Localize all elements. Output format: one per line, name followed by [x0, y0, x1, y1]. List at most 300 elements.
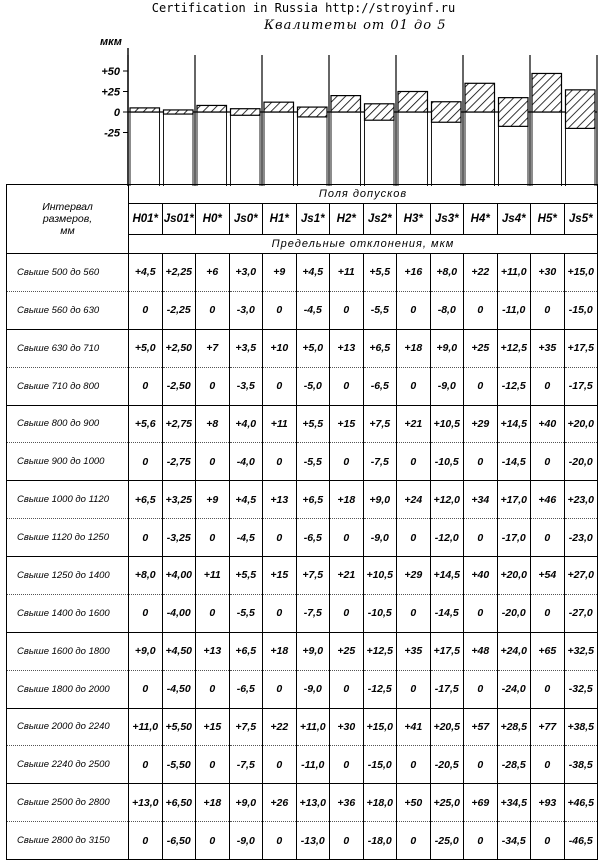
deviation-cell: 0: [129, 519, 163, 557]
interval-cell: Свыше 1250 до 1400: [7, 557, 129, 595]
deviation-cell: +27,0: [564, 557, 598, 595]
table-row: [7, 632, 598, 670]
deviation-cell: 0: [397, 519, 431, 557]
deviation-cell: +15: [196, 708, 230, 746]
deviation-cell: +6,50: [162, 784, 196, 822]
deviation-cell: -28,5: [497, 746, 531, 784]
deviation-cell: +4,0: [229, 405, 263, 443]
deviation-cell: +9: [263, 254, 297, 292]
deviation-cell: 0: [330, 594, 364, 632]
deviation-cell: -32,5: [564, 670, 598, 708]
deviation-cell: +17,5: [564, 329, 598, 367]
deviation-cell: +18: [263, 632, 297, 670]
deviation-cell: -17,5: [430, 670, 464, 708]
deviation-cell: +8,0: [129, 557, 163, 595]
deviation-cell: -5,50: [162, 746, 196, 784]
table-row: [7, 405, 598, 443]
deviation-cell: -17,0: [497, 519, 531, 557]
deviation-cell: +40: [531, 405, 565, 443]
table-row: [7, 481, 598, 519]
tolerance-field-bar: [566, 90, 596, 129]
deviation-cell: +6,5: [363, 329, 397, 367]
deviation-cell: +3,25: [162, 481, 196, 519]
deviation-cell: -15,0: [363, 746, 397, 784]
deviation-cell: +13: [196, 632, 230, 670]
deviation-cell: +11: [196, 557, 230, 595]
deviation-cell: +22: [464, 254, 498, 292]
deviation-cell: +6,5: [229, 632, 263, 670]
column-header: H1*: [263, 204, 297, 235]
deviation-cell: +50: [397, 784, 431, 822]
deviation-cell: -17,5: [564, 367, 598, 405]
deviation-cell: 0: [196, 291, 230, 329]
deviation-cell: 0: [129, 746, 163, 784]
deviation-cell: +46,5: [564, 784, 598, 822]
deviation-cell: 0: [330, 519, 364, 557]
deviation-cell: +5,0: [296, 329, 330, 367]
deviation-cell: +7,5: [229, 708, 263, 746]
deviation-cell: -27,0: [564, 594, 598, 632]
interval-cell: Свыше 2500 до 2800: [7, 784, 129, 822]
column-header: H4*: [464, 204, 498, 235]
deviation-cell: -7,5: [296, 594, 330, 632]
deviation-cell: +30: [330, 708, 364, 746]
deviation-cell: +35: [531, 329, 565, 367]
deviation-cell: -4,00: [162, 594, 196, 632]
deviation-cell: -20,0: [497, 594, 531, 632]
deviation-cell: +10,5: [430, 405, 464, 443]
deviation-cell: 0: [129, 670, 163, 708]
table-row: [7, 670, 598, 708]
deviation-cell: +21: [330, 557, 364, 595]
table-row: [7, 784, 598, 822]
fields-header: Поля допусков: [129, 185, 598, 204]
deviation-cell: -2,50: [162, 367, 196, 405]
deviation-cell: +5,50: [162, 708, 196, 746]
deviation-cell: +38,5: [564, 708, 598, 746]
deviation-cell: 0: [263, 367, 297, 405]
deviation-cell: +15,0: [564, 254, 598, 292]
deviation-cell: -25,0: [430, 822, 464, 860]
deviation-cell: 0: [129, 443, 163, 481]
deviation-cell: 0: [531, 519, 565, 557]
interval-cell: Свыше 1800 до 2000: [7, 670, 129, 708]
interval-header-line-3: мм: [60, 225, 75, 237]
deviation-cell: +12,0: [430, 481, 464, 519]
deviation-cell: 0: [464, 594, 498, 632]
column-header: Js2*: [363, 204, 397, 235]
deviation-cell: 0: [397, 594, 431, 632]
deviation-cell: +15,0: [363, 708, 397, 746]
deviation-cell: +9: [196, 481, 230, 519]
deviation-cell: +57: [464, 708, 498, 746]
deviation-cell: +5,5: [296, 405, 330, 443]
deviation-cell: +7,5: [363, 405, 397, 443]
deviation-cell: +25,0: [430, 784, 464, 822]
interval-header-line-2: размеров,: [42, 213, 93, 225]
table-row: [7, 822, 598, 860]
deviation-cell: -7,5: [229, 746, 263, 784]
deviation-cell: -13,0: [296, 822, 330, 860]
deviation-cell: 0: [196, 822, 230, 860]
tolerance-field-bar: [298, 107, 328, 117]
interval-cell: Свыше 800 до 900: [7, 405, 129, 443]
interval-header-line-1: Интервал: [42, 201, 93, 213]
deviation-cell: +14,5: [497, 405, 531, 443]
deviation-cell: -23,0: [564, 519, 598, 557]
column-header: Js0*: [229, 204, 263, 235]
deviation-cell: +77: [531, 708, 565, 746]
deviation-cell: +15: [330, 405, 364, 443]
deviation-cell: -4,5: [229, 519, 263, 557]
interval-cell: Свыше 1600 до 1800: [7, 632, 129, 670]
deviation-cell: 0: [397, 291, 431, 329]
deviation-cell: +9,0: [296, 632, 330, 670]
deviation-cell: -15,0: [564, 291, 598, 329]
deviation-cell: +11: [330, 254, 364, 292]
deviation-cell: 0: [129, 367, 163, 405]
y-unit-label: мкм: [100, 36, 122, 48]
deviation-cell: 0: [263, 670, 297, 708]
table-row: [7, 443, 598, 481]
deviation-cell: +29: [464, 405, 498, 443]
deviation-cell: 0: [397, 822, 431, 860]
table-body: [7, 254, 598, 860]
interval-cell: Свыше 2800 до 3150: [7, 822, 129, 860]
deviation-cell: -12,5: [497, 367, 531, 405]
y-tick-labels: [101, 48, 128, 186]
deviation-cell: -14,5: [430, 594, 464, 632]
deviation-cell: +13: [330, 329, 364, 367]
deviation-cell: +4,5: [129, 254, 163, 292]
deviation-cell: 0: [397, 670, 431, 708]
interval-cell: Свыше 2240 до 2500: [7, 746, 129, 784]
deviation-cell: +8: [196, 405, 230, 443]
deviation-cell: +41: [397, 708, 431, 746]
column-header: Js01*: [162, 204, 196, 235]
column-header: Js1*: [296, 204, 330, 235]
tolerance-field-bar: [197, 105, 227, 112]
deviation-cell: +28,5: [497, 708, 531, 746]
deviation-cell: 0: [263, 822, 297, 860]
tolerance-field-bar: [398, 92, 428, 113]
deviation-cell: +12,5: [363, 632, 397, 670]
interval-cell: Свыше 560 до 630: [7, 291, 129, 329]
deviation-cell: -6,50: [162, 822, 196, 860]
tolerance-bars: [128, 55, 597, 186]
deviation-cell: -46,5: [564, 822, 598, 860]
table-row: [7, 708, 598, 746]
deviation-cell: +14,5: [430, 557, 464, 595]
deviation-cell: 0: [531, 443, 565, 481]
deviation-cell: +25: [464, 329, 498, 367]
deviation-cell: 0: [531, 291, 565, 329]
deviation-cell: +4,00: [162, 557, 196, 595]
column-header: Js3*: [430, 204, 464, 235]
deviation-cell: 0: [531, 367, 565, 405]
deviation-cell: -12,5: [363, 670, 397, 708]
table-row: [7, 519, 598, 557]
deviation-cell: -10,5: [430, 443, 464, 481]
deviation-cell: +9,0: [363, 481, 397, 519]
deviation-cell: +93: [531, 784, 565, 822]
deviation-cell: +46: [531, 481, 565, 519]
interval-cell: Свыше 1400 до 1600: [7, 594, 129, 632]
tolerance-field-bar: [465, 83, 495, 112]
deviation-cell: +11,0: [129, 708, 163, 746]
deviation-cell: +10: [263, 329, 297, 367]
deviation-cell: 0: [531, 746, 565, 784]
deviation-cell: -9,0: [363, 519, 397, 557]
interval-cell: Свыше 500 до 560: [7, 254, 129, 292]
tolerance-field-bar: [365, 104, 395, 120]
interval-cell: Свыше 1000 до 1120: [7, 481, 129, 519]
tolerance-field-bar: [532, 73, 562, 112]
deviation-cell: +24,0: [497, 632, 531, 670]
deviation-cell: +13: [263, 481, 297, 519]
diagram-title: Квалитеты от 01 до 5: [264, 18, 447, 33]
deviation-cell: -3,0: [229, 291, 263, 329]
deviation-cell: +24: [397, 481, 431, 519]
deviation-cell: +10,5: [363, 557, 397, 595]
deviation-cell: 0: [263, 746, 297, 784]
deviation-cell: +5,0: [129, 329, 163, 367]
tolerance-field-bar: [499, 98, 529, 127]
deviation-cell: +29: [397, 557, 431, 595]
deviation-cell: +23,0: [564, 481, 598, 519]
deviation-cell: -12,0: [430, 519, 464, 557]
deviation-cell: 0: [464, 670, 498, 708]
deviation-cell: +11,0: [296, 708, 330, 746]
tolerance-field-bar: [331, 96, 361, 112]
deviation-cell: 0: [464, 822, 498, 860]
table-row: [7, 367, 598, 405]
deviation-cell: +34,5: [497, 784, 531, 822]
deviation-cell: -11,0: [296, 746, 330, 784]
deviation-cell: -18,0: [363, 822, 397, 860]
deviation-cell: +4,50: [162, 632, 196, 670]
tolerance-field-bar: [432, 102, 462, 123]
column-header: H2*: [330, 204, 364, 235]
deviation-cell: -5,5: [296, 443, 330, 481]
deviation-cell: +22: [263, 708, 297, 746]
tolerance-field-bar: [264, 102, 294, 112]
deviation-cell: 0: [196, 443, 230, 481]
interval-cell: Свыше 710 до 800: [7, 367, 129, 405]
deviation-cell: -20,0: [564, 443, 598, 481]
deviation-cell: +7,5: [296, 557, 330, 595]
deviation-cell: 0: [464, 291, 498, 329]
deviation-cell: -4,5: [296, 291, 330, 329]
deviation-cell: +35: [397, 632, 431, 670]
deviation-cell: 0: [129, 594, 163, 632]
deviation-cell: -9,0: [430, 367, 464, 405]
deviation-cell: 0: [196, 519, 230, 557]
deviation-cell: +18: [330, 481, 364, 519]
deviation-cell: +7: [196, 329, 230, 367]
deviation-cell: -2,75: [162, 443, 196, 481]
deviation-cell: +4,5: [229, 481, 263, 519]
deviation-cell: 0: [263, 443, 297, 481]
deviation-cell: 0: [464, 519, 498, 557]
table-row: [7, 254, 598, 292]
deviation-cell: +11: [263, 405, 297, 443]
deviation-cell: 0: [330, 746, 364, 784]
column-header: H3*: [397, 204, 431, 235]
deviation-cell: 0: [330, 291, 364, 329]
deviation-cell: +20,0: [497, 557, 531, 595]
deviations-header: Предельные отклонения, мкм: [129, 235, 598, 254]
deviation-cell: 0: [330, 443, 364, 481]
deviation-cell: 0: [531, 594, 565, 632]
deviation-cell: +40: [464, 557, 498, 595]
deviation-cell: +5,5: [229, 557, 263, 595]
deviation-cell: 0: [531, 670, 565, 708]
column-header: Js5*: [564, 204, 598, 235]
deviation-cell: +16: [397, 254, 431, 292]
deviation-cell: 0: [397, 367, 431, 405]
deviation-cell: -5,5: [363, 291, 397, 329]
deviation-cell: +6: [196, 254, 230, 292]
interval-cell: Свыше 630 до 710: [7, 329, 129, 367]
deviation-cell: +2,25: [162, 254, 196, 292]
deviation-cell: -10,5: [363, 594, 397, 632]
deviation-cell: +36: [330, 784, 364, 822]
deviation-cell: +20,5: [430, 708, 464, 746]
deviation-cell: -5,0: [296, 367, 330, 405]
deviation-cell: 0: [129, 291, 163, 329]
deviation-cell: +69: [464, 784, 498, 822]
deviation-cell: 0: [196, 746, 230, 784]
deviation-cell: -34,5: [497, 822, 531, 860]
deviation-cell: +9,0: [229, 784, 263, 822]
deviation-cell: 0: [263, 594, 297, 632]
tolerance-table: [6, 184, 598, 860]
deviation-cell: +2,50: [162, 329, 196, 367]
interval-cell: Свыше 2000 до 2240: [7, 708, 129, 746]
deviation-cell: -4,0: [229, 443, 263, 481]
deviation-cell: -3,5: [229, 367, 263, 405]
deviation-cell: -8,0: [430, 291, 464, 329]
deviation-cell: +30: [531, 254, 565, 292]
deviation-cell: +13,0: [296, 784, 330, 822]
deviation-cell: -2,25: [162, 291, 196, 329]
deviation-cell: -20,5: [430, 746, 464, 784]
deviation-cell: -9,0: [229, 822, 263, 860]
deviation-cell: -5,5: [229, 594, 263, 632]
deviation-cell: 0: [263, 291, 297, 329]
deviation-cell: +54: [531, 557, 565, 595]
tolerance-diagram: [0, 0, 607, 186]
deviation-cell: +32,5: [564, 632, 598, 670]
deviation-cell: +18: [196, 784, 230, 822]
deviation-cell: +12,5: [497, 329, 531, 367]
deviation-cell: -9,0: [296, 670, 330, 708]
deviation-cell: 0: [397, 443, 431, 481]
deviation-cell: 0: [196, 594, 230, 632]
deviation-cell: +18,0: [363, 784, 397, 822]
table-row: [7, 329, 598, 367]
deviation-cell: -38,5: [564, 746, 598, 784]
deviation-cell: -14,5: [497, 443, 531, 481]
deviation-cell: 0: [464, 443, 498, 481]
deviation-cell: +4,5: [296, 254, 330, 292]
deviation-cell: 0: [330, 822, 364, 860]
table-row: [7, 291, 598, 329]
deviation-cell: +13,0: [129, 784, 163, 822]
deviation-cell: -3,25: [162, 519, 196, 557]
deviation-cell: +5,5: [363, 254, 397, 292]
deviation-cell: 0: [464, 367, 498, 405]
deviation-cell: +20,0: [564, 405, 598, 443]
deviation-cell: -7,5: [363, 443, 397, 481]
deviation-cell: 0: [330, 670, 364, 708]
deviation-cell: +9,0: [430, 329, 464, 367]
column-header: H5*: [531, 204, 565, 235]
deviation-cell: 0: [129, 822, 163, 860]
deviation-cell: +18: [397, 329, 431, 367]
column-header: Js4*: [497, 204, 531, 235]
table-row: [7, 594, 598, 632]
y-tick-label: 0: [113, 107, 120, 119]
column-header: H01*: [129, 204, 163, 235]
deviation-cell: +8,0: [430, 254, 464, 292]
deviation-cell: -6,5: [296, 519, 330, 557]
deviation-cell: +17,5: [430, 632, 464, 670]
table-row: [7, 557, 598, 595]
deviation-cell: +26: [263, 784, 297, 822]
deviation-cell: +2,75: [162, 405, 196, 443]
deviation-cell: 0: [263, 519, 297, 557]
deviation-cell: -11,0: [497, 291, 531, 329]
tolerance-field-bar: [130, 108, 160, 112]
table-row: [7, 746, 598, 784]
deviation-cell: 0: [397, 746, 431, 784]
y-tick-label: +50: [101, 66, 120, 78]
deviation-cell: +25: [330, 632, 364, 670]
tolerance-field-bar: [164, 110, 194, 114]
deviation-cell: 0: [464, 746, 498, 784]
y-tick-label: -25: [104, 127, 120, 140]
interval-cell: Свыше 900 до 1000: [7, 443, 129, 481]
tolerance-field-bar: [231, 109, 261, 116]
column-header: H0*: [196, 204, 230, 235]
deviation-cell: +11,0: [497, 254, 531, 292]
deviation-cell: -4,50: [162, 670, 196, 708]
deviation-cell: +65: [531, 632, 565, 670]
deviation-cell: 0: [330, 367, 364, 405]
deviation-cell: -24,0: [497, 670, 531, 708]
deviation-cell: +48: [464, 632, 498, 670]
deviation-cell: +3,5: [229, 329, 263, 367]
deviation-cell: +15: [263, 557, 297, 595]
deviation-cell: 0: [531, 822, 565, 860]
deviation-cell: +34: [464, 481, 498, 519]
deviation-cell: 0: [196, 670, 230, 708]
deviation-cell: +9,0: [129, 632, 163, 670]
deviation-cell: -6,5: [363, 367, 397, 405]
site-banner: Certification in Russia http://stroyinf.ru: [151, 1, 456, 15]
y-tick-label: +25: [101, 86, 120, 99]
deviation-cell: +6,5: [129, 481, 163, 519]
deviation-cell: +5,6: [129, 405, 163, 443]
deviation-cell: +17,0: [497, 481, 531, 519]
deviation-cell: +3,0: [229, 254, 263, 292]
interval-header: [7, 185, 129, 254]
deviation-cell: 0: [196, 367, 230, 405]
deviation-cell: +21: [397, 405, 431, 443]
deviation-cell: +6,5: [296, 481, 330, 519]
